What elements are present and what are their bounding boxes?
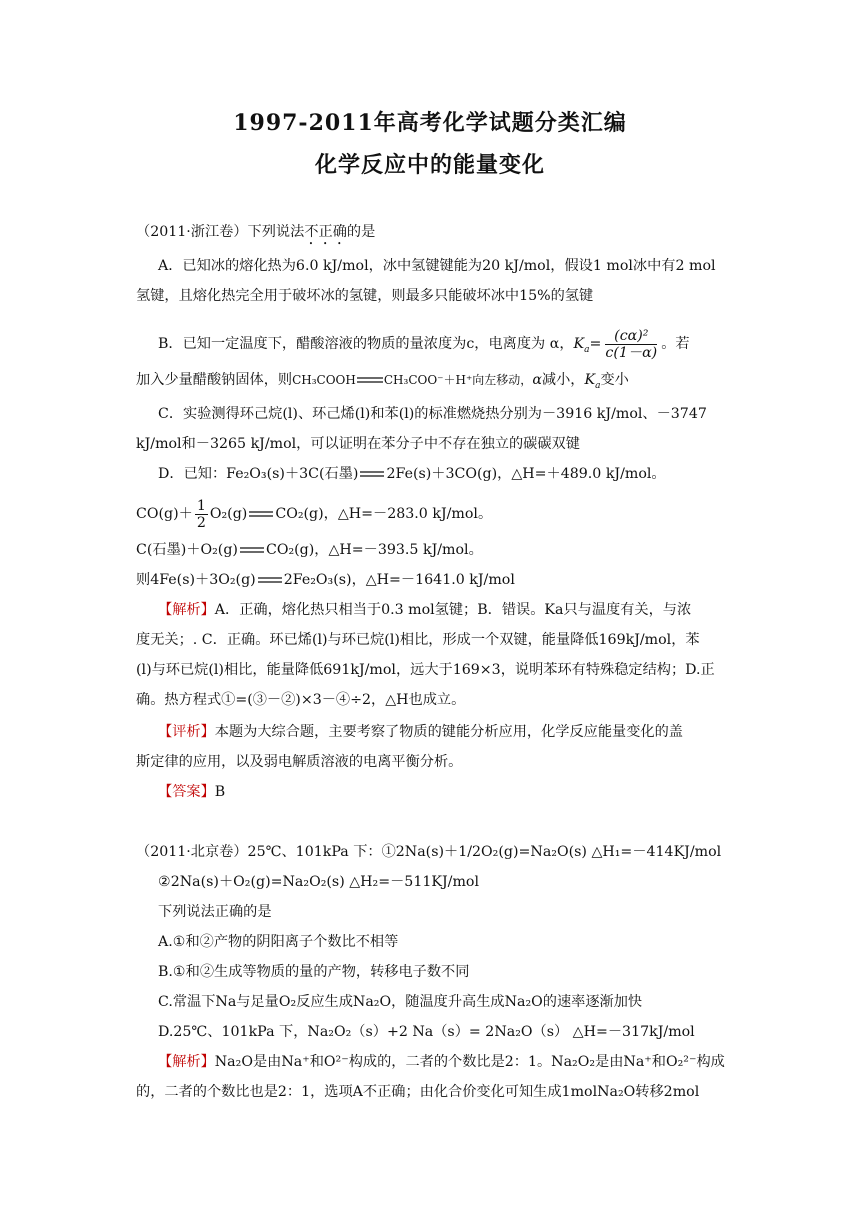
- d3-reactants: C(石墨)＋O₂(g): [136, 542, 238, 558]
- q1-analysis-line3: (l)与环已烷(l)相比，能量降低691kJ/mol，远大于169×3，说明苯环有特殊稳定结构；D.正: [136, 662, 715, 678]
- q1-option-b-end: 。若: [661, 336, 690, 352]
- document-title: 1997-2011年高考化学试题分类汇编: [233, 110, 627, 136]
- ka-subscript: a: [584, 344, 590, 355]
- document-subtitle: 化学反应中的能量变化: [314, 152, 545, 178]
- q2-option-d: D.25℃、101kPa 下，Na₂O₂（s）+2 Na（s）= 2Na₂O（s） △H=－317kJ/mol: [158, 1024, 695, 1040]
- q1-review-line1: [158, 722, 736, 742]
- d3-products: CO₂(g)，△H=－393.5 kJ/mol。: [265, 542, 483, 558]
- reaction-equals-icon: [247, 509, 275, 519]
- q1-stem: [136, 222, 736, 248]
- analysis-tag: 【解析】: [158, 602, 215, 618]
- q2-stem-line3: 下列说法正确的是: [158, 904, 272, 920]
- q1-option-d-line4: [136, 570, 736, 590]
- q1-option-a-line1: A．已知冰的熔化热为6.0 kJ/mol，冰中氢键键能为20 kJ/mol，假设1 mol冰中有2 mol: [158, 258, 716, 274]
- d2-reactant: CO(g)＋: [136, 506, 193, 522]
- half-denominator: 2: [196, 514, 206, 531]
- q2-stem-line1: （2011·北京卷）25℃、101kPa 下：①2Na(s)＋1/2O₂(g)=Na₂O(s) △H₁=－414KJ/mol: [136, 844, 722, 860]
- ka-symbol: K: [573, 336, 585, 352]
- d2-products: CO₂(g)，△H=－283.0 kJ/mol。: [275, 506, 493, 522]
- fraction-denominator: c(1－α): [605, 344, 658, 361]
- half-numerator: 1: [196, 497, 206, 514]
- fraction-numerator: (cα)²: [605, 328, 657, 345]
- d1-products: 2Fe(s)＋3CO(g)，△H=＋489.0 kJ/mol。: [386, 466, 666, 482]
- q1-option-d-line2: [136, 496, 736, 532]
- analysis-tag: 【解析】: [158, 1054, 215, 1070]
- answer-tag: 【答案】: [158, 784, 215, 800]
- equals-sign: =: [589, 336, 602, 352]
- review-text: 本题为大综合题，主要考察了物质的键能分析应用，化学反应能量变化的盖: [214, 724, 683, 740]
- q1-analysis-line2: 度无关；. C．正确。环已烯(l)与环已烷(l)相比，形成一个双键，能量降低169kJ/mol，苯: [136, 632, 700, 648]
- q1-option-d-line1: [158, 464, 736, 484]
- q1-answer: [158, 782, 736, 802]
- reaction-equals-icon: [256, 575, 284, 585]
- q1-option-b-line2: [136, 370, 736, 396]
- analysis-text: A．正确，熔化热只相当于0.3 mol氢键；B．错误。Ka只与温度有关，与浓: [214, 602, 692, 618]
- q1-review-line2: 斯定律的应用，以及弱电解质溶液的电离平衡分析。: [136, 754, 463, 770]
- reaction-equals-icon: [238, 545, 266, 555]
- half-fraction: [195, 498, 208, 531]
- d4-reactants: 则4Fe(s)＋3O₂(g): [136, 572, 256, 588]
- q2-option-b: B.①和②生成等物质的量的产物，转移电子数不同: [158, 964, 470, 980]
- q1-analysis-line4: 确。热方程式①=(③－②)×3－④÷2，△H也成立。: [136, 692, 466, 708]
- q1-option-b-text: B．已知一定温度下，醋酸溶液的物质的量浓度为c，电离度为 α，: [158, 336, 574, 352]
- q1-option-a-line2: 氢键，且熔化热完全用于破坏冰的氢键，则最多只能破坏冰中15%的氢键: [136, 288, 594, 304]
- q1-option-b2-end: 变小: [600, 372, 629, 388]
- review-tag: 【评析】: [158, 724, 215, 740]
- ka-subscript-2: a: [595, 380, 601, 391]
- alpha-symbol: α: [532, 372, 542, 388]
- ka-symbol-2: K: [584, 372, 596, 388]
- q1-option-b-line1: [158, 324, 736, 364]
- q2-option-a: A.①和②产物的阴阳离子个数比不相等: [158, 934, 399, 950]
- analysis-text: Na₂O是由Na⁺和O²⁻构成的，二者的个数比是2：1。Na₂O₂是由Na⁺和O₂²⁻构成: [214, 1054, 725, 1070]
- reaction-equals-icon: [358, 469, 386, 479]
- q2-option-c: C.常温下Na与足量O₂反应生成Na₂O，随温度升高生成Na₂O的速率逐渐加快: [158, 994, 643, 1010]
- q2-analysis-line2: 的，二者的个数比也是2：1，选项A不正确；由化合价变化可知生成1molNa₂O转移2mol: [136, 1084, 700, 1100]
- q1-option-c-line1: C．实验测得环己烷(l)、环己烯(l)和苯(l)的标准燃烧热分别为－3916 kJ/mol、－3747: [158, 406, 707, 422]
- q1-option-b2-text: 加入少量醋酸钠固体，则: [136, 372, 293, 388]
- q1-stem-text: （2011·浙江卷）下列说法: [136, 224, 305, 240]
- reactant-formula: CH₃COOH: [292, 373, 356, 387]
- q2-analysis-line1: [158, 1052, 736, 1072]
- d2-oxygen: O₂(g): [209, 506, 248, 522]
- q1-option-b2-mid: 减小，: [541, 372, 585, 388]
- answer-value: B: [214, 784, 226, 800]
- equilibrium-arrow-icon: [356, 375, 384, 385]
- q1-option-d-line3: [136, 540, 736, 560]
- d4-products: 2Fe₂O₃(s)，△H=－1641.0 kJ/mol: [283, 572, 515, 588]
- q1-analysis-line1: [158, 600, 736, 620]
- q2-stem-line2: ②2Na(s)＋O₂(g)=Na₂O₂(s) △H₂=－511KJ/mol: [158, 874, 479, 890]
- product-formula: CH₃COO⁻＋H⁺向左移动，: [383, 373, 533, 387]
- q1-stem-emphasis: 不正确: [304, 224, 347, 240]
- d1-reactants: D．已知：Fe₂O₃(s)＋3C(石墨): [158, 466, 359, 482]
- ka-fraction: [605, 328, 657, 361]
- q1-stem-end: 的是: [346, 224, 376, 240]
- q1-option-c-line2: kJ/mol和－3265 kJ/mol，可以证明在苯分子中不存在独立的碳碳双键: [136, 436, 580, 452]
